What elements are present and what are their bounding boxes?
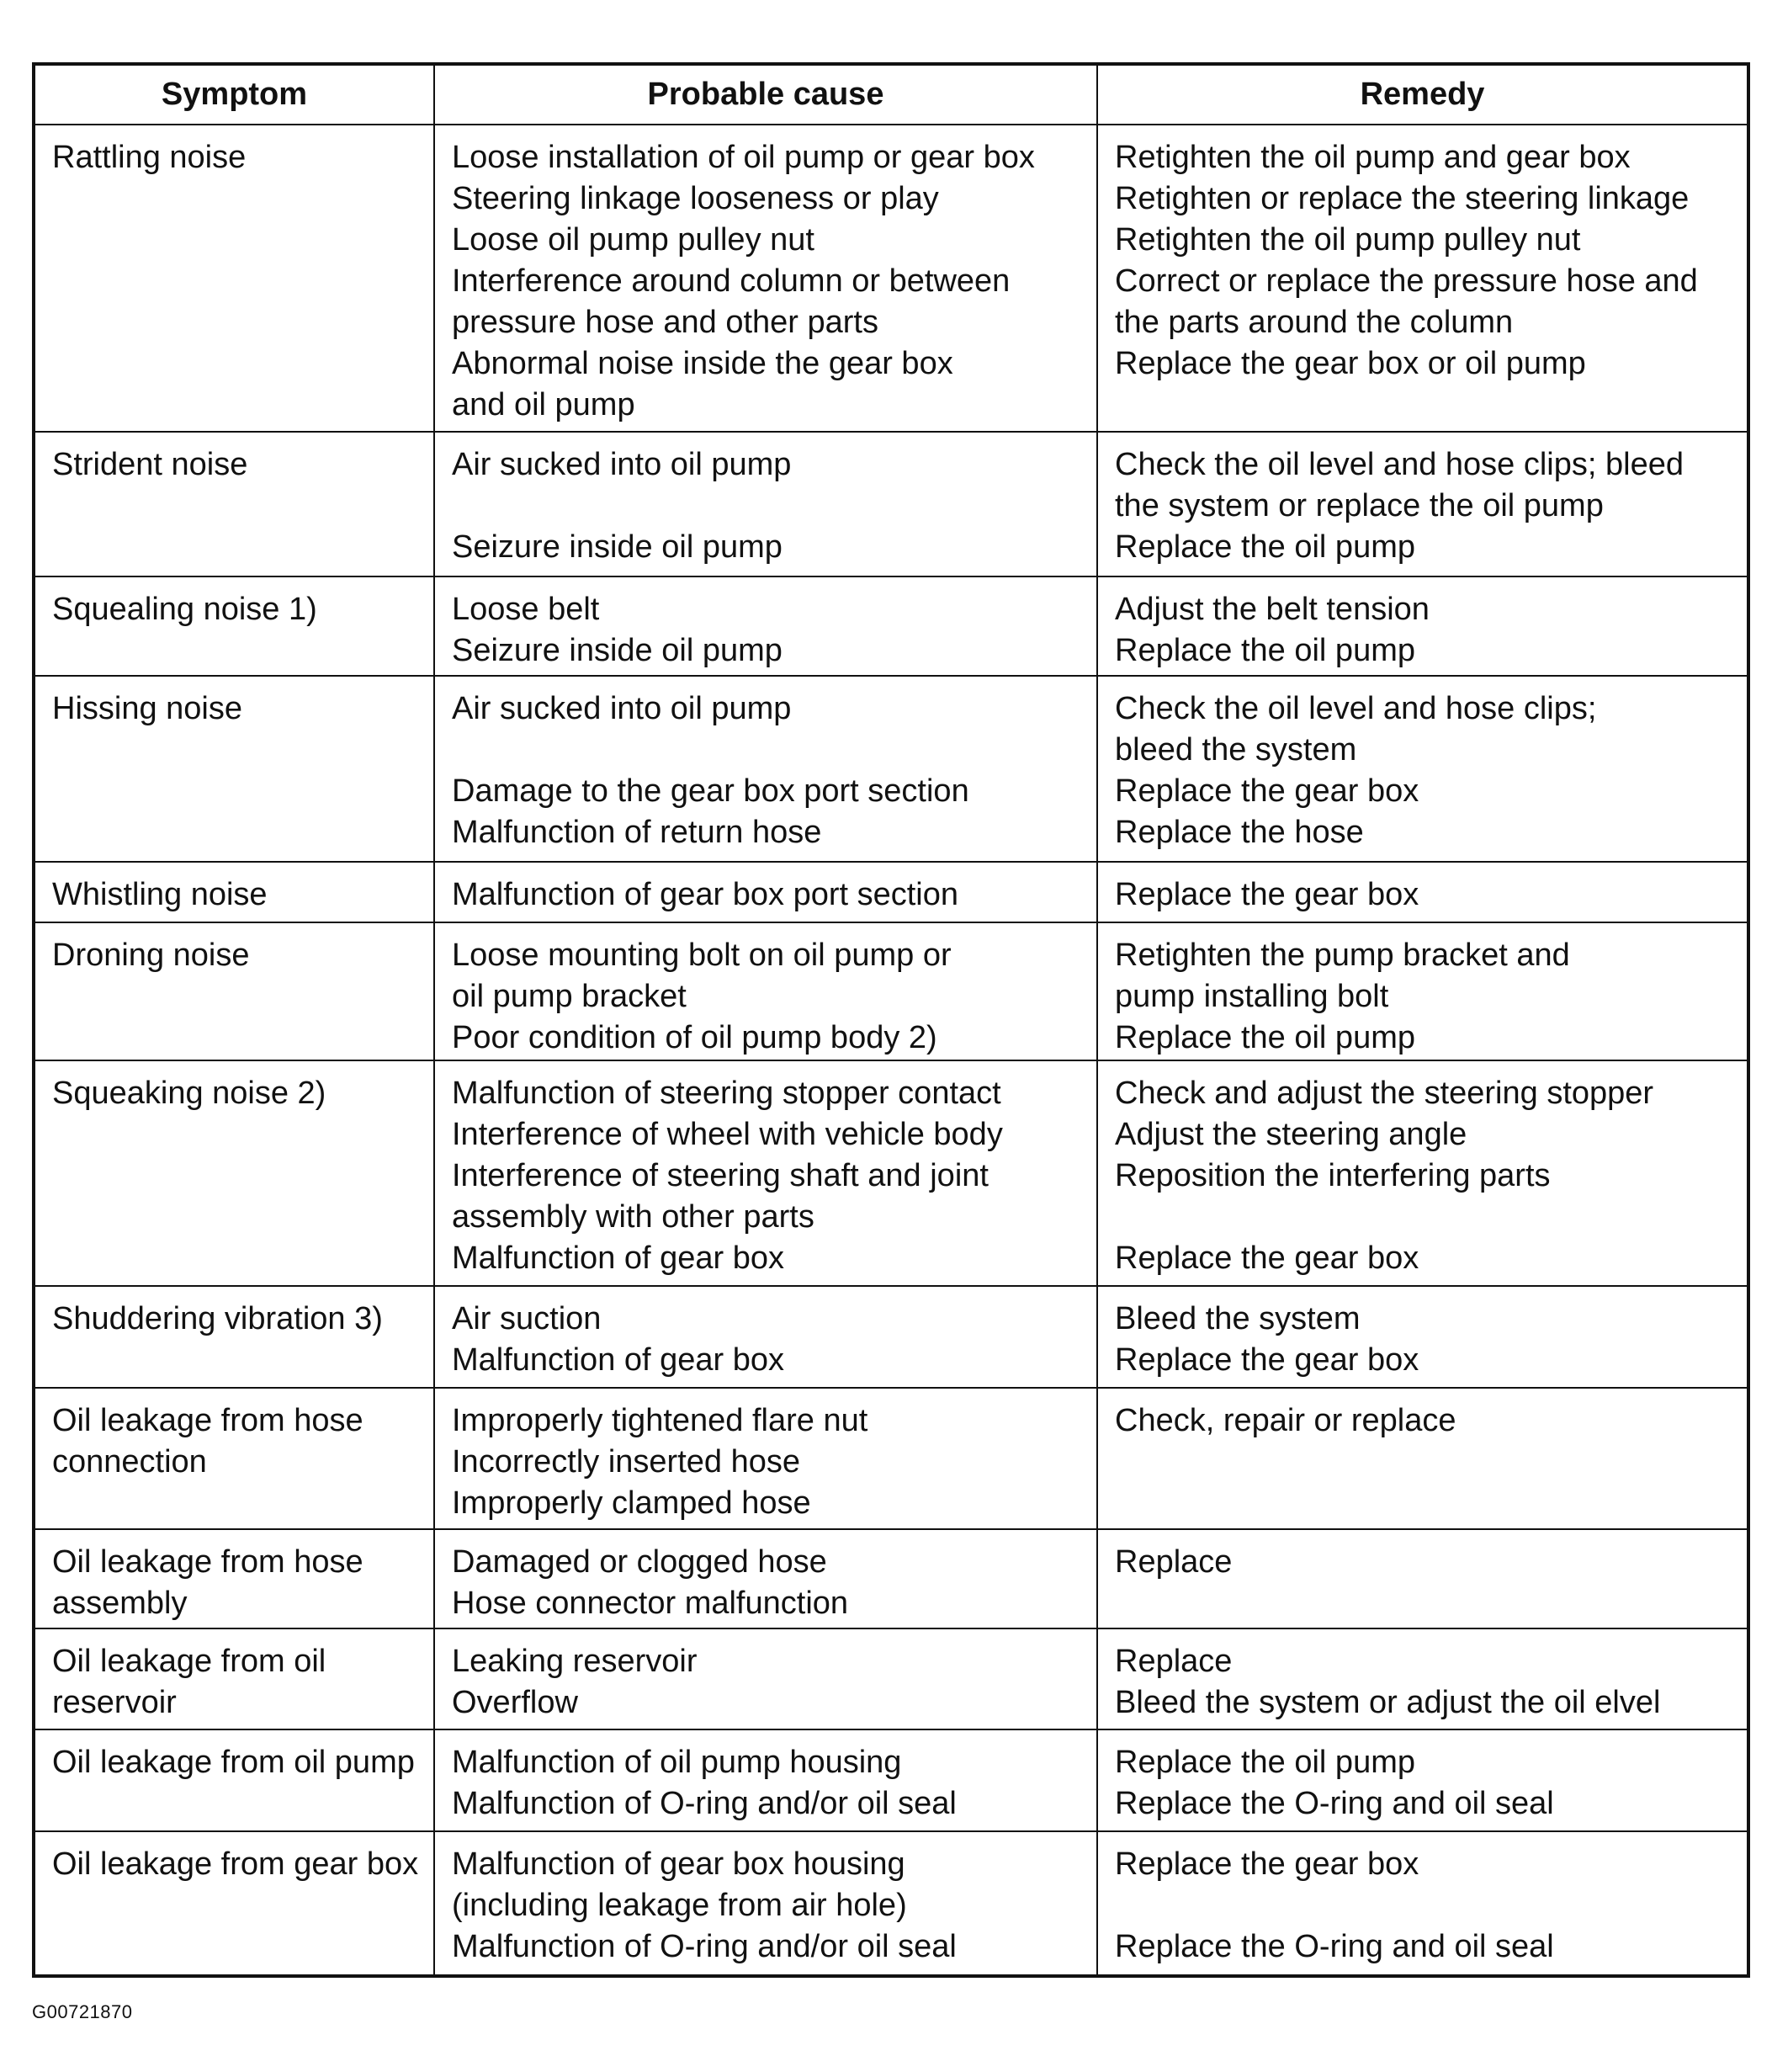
table-row: [34, 862, 1748, 922]
table-row: [34, 1628, 1748, 1729]
probable-cause-cell: [434, 1628, 1097, 1729]
symptom-line: Whistling noise: [52, 876, 268, 912]
table-row: [34, 432, 1748, 576]
table-row: [34, 1529, 1748, 1628]
table-row: [34, 125, 1748, 432]
probable-cause-cell: [434, 432, 1097, 576]
probable-cause-line: Malfunction of gear box: [452, 1240, 785, 1276]
probable-cause-line: Malfunction of gear box housing: [452, 1846, 905, 1882]
symptom-cell: [34, 125, 434, 432]
remedy-line: the system or replace the oil pump: [1115, 487, 1604, 523]
probable-cause-line: Seizure inside oil pump: [452, 529, 783, 565]
figure-id: G00721870: [32, 2001, 133, 2022]
probable-cause-line: Loose mounting bolt on oil pump or: [452, 937, 952, 973]
remedy-line: Replace the O-ring and oil seal: [1115, 1786, 1554, 1822]
remedy-cell: [1097, 576, 1748, 676]
probable-cause-line: Hose connector malfunction: [452, 1585, 849, 1621]
table-row: [34, 922, 1748, 1060]
symptom-cell: [34, 1286, 434, 1387]
table-row: [34, 576, 1748, 676]
remedy-line: Check, repair or replace: [1115, 1402, 1456, 1438]
table-row: [34, 1729, 1748, 1830]
remedy-line: Replace the gear box: [1115, 1240, 1419, 1276]
remedy-cell: [1097, 676, 1748, 861]
probable-cause-line: Improperly tightened flare nut: [452, 1402, 868, 1438]
symptom-line: Droning noise: [52, 937, 250, 973]
remedy-cell: [1097, 1286, 1748, 1387]
remedy-line: Check and adjust the steering stopper: [1115, 1075, 1654, 1111]
remedy-line: Replace the gear box: [1115, 773, 1419, 810]
symptom-line: Rattling noise: [52, 140, 247, 175]
remedy-line: Replace the hose: [1115, 815, 1364, 851]
remedy-line: Reposition the interfering parts: [1115, 1157, 1551, 1193]
remedy-cell: [1097, 1060, 1748, 1286]
probable-cause-line: pressure hose and other parts: [452, 305, 878, 340]
probable-cause-line: Improperly clamped hose: [452, 1485, 811, 1521]
symptom-line: Oil leakage from hose: [52, 1402, 363, 1438]
probable-cause-line: oil pump bracket: [452, 978, 687, 1014]
symptom-cell: [34, 1529, 434, 1628]
probable-cause-line: Damaged or clogged hose: [452, 1543, 827, 1580]
remedy-line: bleed the system: [1115, 732, 1357, 768]
probable-cause-cell: [434, 1060, 1097, 1286]
probable-cause-cell: [434, 1286, 1097, 1387]
symptom-cell: [34, 1388, 434, 1529]
symptom-line: Oil leakage from oil: [52, 1644, 326, 1680]
probable-cause-line: Steering linkage looseness or play: [452, 181, 939, 216]
remedy-cell: [1097, 1529, 1748, 1628]
remedy-line: Retighten or replace the steering linkage: [1115, 181, 1690, 216]
symptom-cell: [34, 432, 434, 576]
remedy-cell: [1097, 125, 1748, 432]
probable-cause-line: Loose installation of oil pump or gear box: [452, 140, 1035, 175]
remedy-line: Replace the oil pump: [1115, 529, 1415, 565]
symptom-cell: [34, 1729, 434, 1830]
probable-cause-line: Interference of wheel with vehicle body: [452, 1116, 1003, 1152]
symptom-line: Strident noise: [52, 446, 248, 482]
symptom-cell: [34, 1831, 434, 1976]
probable-cause-line: Malfunction of steering stopper contact: [452, 1075, 1001, 1111]
probable-cause-line: Malfunction of oil pump housing: [452, 1745, 902, 1781]
symptom-line: Oil leakage from gear box: [52, 1846, 419, 1882]
remedy-line: Replace: [1115, 1543, 1233, 1580]
remedy-cell: [1097, 862, 1748, 922]
symptom-cell: [34, 922, 434, 1060]
probable-cause-cell: [434, 1388, 1097, 1529]
probable-cause-line: Air sucked into oil pump: [452, 691, 792, 727]
probable-cause-line: Loose belt: [452, 591, 600, 627]
probable-cause-line: [452, 486, 1081, 527]
symptom-line: Oil leakage from hose: [52, 1543, 363, 1580]
probable-cause-line: Overflow: [452, 1685, 578, 1721]
probable-cause-line: Damage to the gear box port section: [452, 773, 969, 810]
troubleshooting-table: [32, 62, 1750, 1978]
remedy-line: Replace the oil pump: [1115, 1019, 1415, 1055]
probable-cause-line: Malfunction of gear box: [452, 1342, 785, 1379]
table-header-row: [34, 64, 1748, 125]
remedy-cell: [1097, 1831, 1748, 1976]
remedy-line: Bleed the system or adjust the oil elvel: [1115, 1685, 1661, 1721]
probable-cause-line: Malfunction of O-ring and/or oil seal: [452, 1928, 957, 1964]
table-row: [34, 1060, 1748, 1286]
remedy-line: Retighten the oil pump and gear box: [1115, 140, 1631, 175]
remedy-cell: [1097, 922, 1748, 1060]
symptom-line: reservoir: [52, 1685, 177, 1721]
remedy-line: Check the oil level and hose clips; bleed: [1115, 446, 1684, 482]
probable-cause-cell: [434, 862, 1097, 922]
probable-cause-cell: [434, 576, 1097, 676]
remedy-line: Replace the O-ring and oil seal: [1115, 1928, 1554, 1964]
table-row: [34, 1831, 1748, 1976]
remedy-cell: [1097, 432, 1748, 576]
symptom-cell: [34, 676, 434, 861]
remedy-line: Replace the gear box: [1115, 1342, 1419, 1379]
probable-cause-line: Malfunction of O-ring and/or oil seal: [452, 1786, 957, 1822]
header-probable-cause: Probable cause: [434, 64, 1097, 125]
probable-cause-line: Abnormal noise inside the gear box: [452, 346, 953, 381]
probable-cause-line: (including leakage from air hole): [452, 1887, 907, 1923]
probable-cause-line: Air sucked into oil pump: [452, 446, 792, 482]
probable-cause-line: assembly with other parts: [452, 1198, 814, 1235]
remedy-cell: [1097, 1729, 1748, 1830]
probable-cause-line: Poor condition of oil pump body 2): [452, 1019, 937, 1055]
table-row: [34, 1388, 1748, 1529]
probable-cause-line: Incorrectly inserted hose: [452, 1443, 800, 1480]
symptom-cell: [34, 1060, 434, 1286]
symptom-line: Squeaking noise 2): [52, 1075, 326, 1111]
probable-cause-cell: [434, 922, 1097, 1060]
remedy-line: [1115, 1885, 1732, 1926]
symptom-cell: [34, 1628, 434, 1729]
symptom-line: Hissing noise: [52, 691, 242, 727]
remedy-line: Adjust the belt tension: [1115, 591, 1430, 627]
remedy-line: Adjust the steering angle: [1115, 1116, 1467, 1152]
probable-cause-line: [452, 730, 1081, 771]
symptom-line: connection: [52, 1443, 207, 1480]
symptom-line: Squealing noise 1): [52, 591, 317, 627]
probable-cause-cell: [434, 676, 1097, 861]
remedy-line: Replace the oil pump: [1115, 632, 1415, 668]
symptom-line: Shuddering vibration 3): [52, 1301, 383, 1337]
remedy-line: Replace: [1115, 1644, 1233, 1680]
probable-cause-line: and oil pump: [452, 387, 635, 422]
remedy-line: Retighten the pump bracket and: [1115, 937, 1570, 973]
probable-cause-line: Malfunction of return hose: [452, 815, 822, 851]
remedy-line: the parts around the column: [1115, 305, 1514, 340]
probable-cause-line: Interference of steering shaft and joint: [452, 1157, 989, 1193]
probable-cause-line: Leaking reservoir: [452, 1644, 698, 1680]
symptom-line: assembly: [52, 1585, 188, 1621]
header-symptom: Symptom: [34, 64, 434, 125]
remedy-line: Replace the gear box: [1115, 876, 1419, 912]
remedy-line: Retighten the oil pump pulley nut: [1115, 222, 1581, 258]
probable-cause-line: Air suction: [452, 1301, 602, 1337]
probable-cause-cell: [434, 125, 1097, 432]
remedy-line: Bleed the system: [1115, 1301, 1361, 1337]
table-row: [34, 676, 1748, 861]
remedy-line: Replace the gear box or oil pump: [1115, 346, 1586, 381]
probable-cause-cell: [434, 1529, 1097, 1628]
remedy-line: Correct or replace the pressure hose and: [1115, 263, 1698, 299]
remedy-cell: [1097, 1628, 1748, 1729]
probable-cause-line: Loose oil pump pulley nut: [452, 222, 814, 258]
probable-cause-cell: [434, 1831, 1097, 1976]
remedy-line: Replace the gear box: [1115, 1846, 1419, 1882]
probable-cause-cell: [434, 1729, 1097, 1830]
table-row: [34, 1286, 1748, 1387]
remedy-line: Replace the oil pump: [1115, 1745, 1415, 1781]
header-remedy: Remedy: [1097, 64, 1748, 125]
remedy-line: pump installing bolt: [1115, 978, 1389, 1014]
symptom-cell: [34, 862, 434, 922]
remedy-line: [1115, 1197, 1732, 1238]
symptom-line: Oil leakage from oil pump: [52, 1745, 415, 1781]
symptom-cell: [34, 576, 434, 676]
probable-cause-line: Interference around column or between: [452, 263, 1011, 299]
remedy-line: Check the oil level and hose clips;: [1115, 691, 1597, 727]
probable-cause-line: Seizure inside oil pump: [452, 632, 783, 668]
remedy-cell: [1097, 1388, 1748, 1529]
probable-cause-line: Malfunction of gear box port section: [452, 876, 959, 912]
